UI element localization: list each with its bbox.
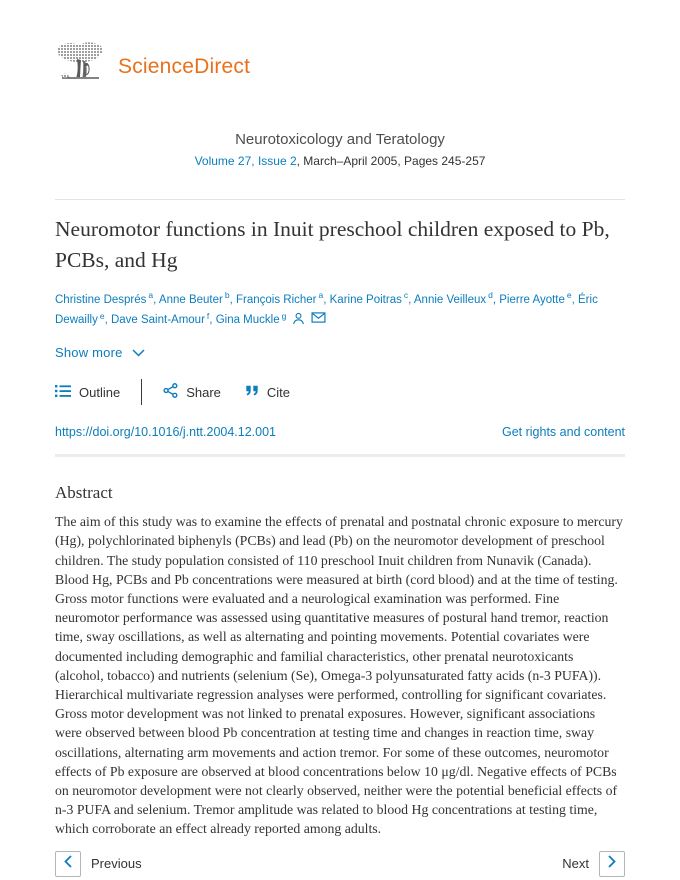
chevron-left-icon <box>64 855 72 873</box>
previous-article <box>55 851 142 877</box>
chevron-right-icon <box>608 855 616 873</box>
previous-label[interactable]: Previous <box>91 856 142 872</box>
doi-row <box>55 425 625 439</box>
doi-link[interactable]: https://doi.org/10.1016/j.ntt.2004.12.001 <box>55 425 277 440</box>
abstract-heading: Abstract <box>55 483 113 503</box>
header-divider <box>55 199 625 200</box>
section-divider <box>55 454 625 457</box>
share-button[interactable] <box>163 383 221 401</box>
sciencedirect-logo[interactable] <box>55 0 625 91</box>
author-info-icon[interactable] <box>292 312 305 332</box>
outline-button[interactable] <box>55 384 120 401</box>
rights-and-content-link[interactable]: Get rights and content <box>502 425 625 440</box>
show-more-button[interactable] <box>55 345 145 360</box>
elsevier-tree-icon <box>55 42 105 91</box>
cite-label: Cite <box>266 384 291 400</box>
journal-name-link[interactable]: Neurotoxicology and Teratology <box>235 131 445 148</box>
article-pager <box>55 851 625 877</box>
journal-header <box>55 131 625 168</box>
corresponding-author-email-icon[interactable] <box>311 312 326 332</box>
author-link[interactable]: Dave Saint-Amour $^f$ , <box>111 314 216 326</box>
author-link[interactable]: François Richer $^a$ , <box>236 294 330 306</box>
toolbar-divider <box>141 379 142 405</box>
chevron-down-icon <box>132 345 145 360</box>
brand-name[interactable]: ScienceDirect <box>118 54 251 78</box>
author-link[interactable]: Anne Beuter $^b$ , <box>159 294 236 306</box>
previous-article-button[interactable] <box>55 851 81 877</box>
author-link[interactable]: Pierre Ayotte $^e$ , <box>499 294 578 306</box>
outline-list-icon <box>55 384 71 401</box>
journal-issue-line <box>55 154 625 168</box>
author-link[interactable]: Annie Veilleux $^d$ , <box>414 294 499 306</box>
share-label: Share <box>186 384 221 400</box>
volume-issue-link[interactable]: Volume 27, Issue 2 <box>194 154 297 168</box>
show-more-label: Show more <box>55 345 123 361</box>
next-article-button[interactable] <box>599 851 625 877</box>
article-toolbar <box>55 379 625 405</box>
next-article <box>562 851 625 877</box>
outline-label: Outline <box>79 384 121 400</box>
next-label[interactable]: Next <box>562 856 589 872</box>
author-link[interactable]: Éric Dewailly $^e$ , <box>55 294 598 327</box>
article-title: Neuromotor functions in Inuit preschool children exposed to Pb, PCBs, and Hg <box>55 217 610 272</box>
abstract-text: The aim of this study was to examine the effects of prenatal and postnatal chronic exposure to mercury (Hg), polychlorinated biphenyls (PCBs) and lead (Pb) on the neuromotor development of preschool children. The study population consisted of 110 preschool Inuit children from Nunavik (Canada). Blood Hg, PCBs and Pb concentrations were measured at birth (cord blood) and at the time of testing. Gross motor functions were evaluated and a neurological examination was performed. Fine neuromotor performance was assessed using quantitative measures of postural hand tremor, reaction time, sway oscillations, as well as alternating and pointing movements. Potential covariates were documented including demographic and familial characteristics, other prenatal neurotoxicants (alcohol, tobacco) and nutrients (selenium (Se), Omega-3 polyunsaturated fatty acids (n-3 PUFA)). Hierarchical multivariate regression analyses were performed, controlling for significant covariates. Gross motor development was not linked to prenatal exposures. However, significant associations were observed between blood Pb concentration at testing time and changes in reaction time, sway oscillations, alternating arm movements and action tremor. For some of these outcomes, neuromotor effects of Pb exposure are observed at blood concentrations below 10 μg/dl. Negative effects of PCBs on neuromotor development were not clearly observed, neither were the potential beneficial effects of n-3 PUFA and selenium. Tremor amplitude was related to blood Hg concentrations at testing time, which corroborate an effect already reported among adults. <box>55 514 623 837</box>
share-icon <box>163 383 178 401</box>
issue-details: , March–April 2005, Pages 245-257 <box>296 154 486 168</box>
author-list <box>55 289 625 332</box>
cite-quote-icon <box>245 384 259 400</box>
author-link[interactable]: Gina Muckle $^g$ <box>215 310 287 327</box>
cite-button[interactable] <box>245 384 290 400</box>
author-link[interactable]: Karine Poitras $^c$ , <box>330 294 414 306</box>
author-link[interactable]: Christine Després $^a$ , <box>55 294 159 306</box>
